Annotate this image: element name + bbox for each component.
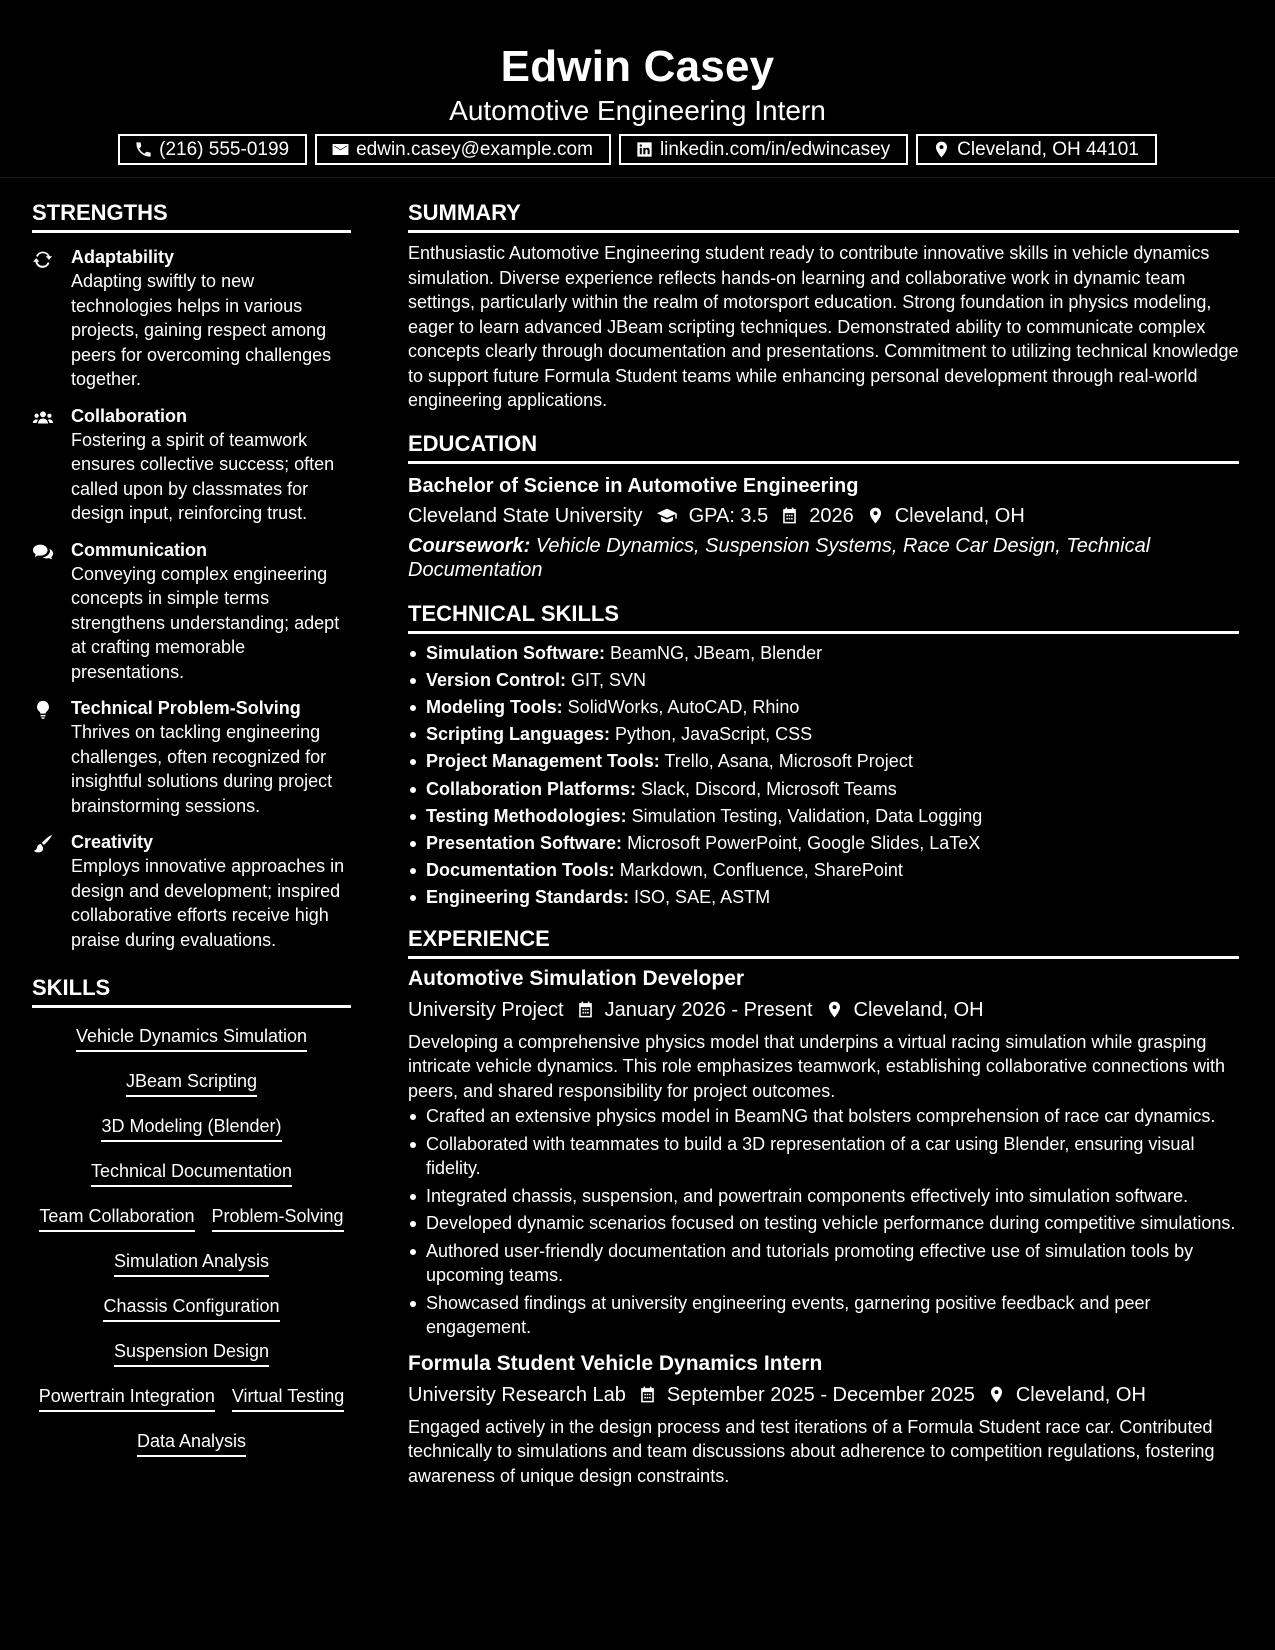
strength-item [32, 538, 351, 685]
job-meta [408, 996, 1239, 1024]
graduation-cap-icon [655, 505, 679, 527]
skill-tag: Virtual Testing [232, 1384, 344, 1412]
strength-title: Communication [71, 539, 208, 560]
job-org: University Research Lab [408, 1383, 626, 1406]
skill-tag: 3D Modeling (Blender) [101, 1114, 281, 1142]
technical-skills-list [408, 640, 1239, 912]
tech-skill-item: Project Management Tools: Trello, Asana, Microsoft Project [408, 748, 1239, 775]
calendar-icon [780, 506, 799, 525]
strength-text: Conveying complex engineering concepts in simple terms strengthens understanding; adept at crafting memorable presentations. [71, 563, 340, 682]
skill-tag: Technical Documentation [91, 1159, 292, 1187]
candidate-title: Automotive Engineering Intern [449, 95, 826, 126]
job-bullet: Developed dynamic scenarios focused on testing vehicle performance during competitive simulations. [408, 1211, 1239, 1236]
strength-item [32, 404, 351, 526]
strength-item [32, 830, 351, 952]
strength-text: Thrives on tackling engineering challenges, often recognized for insightful solutions during project brainstorming sessions. [71, 722, 333, 816]
coursework-label: Coursework: [408, 534, 531, 557]
lightbulb-icon [32, 699, 54, 721]
candidate-name: Edwin Casey [500, 42, 775, 91]
skill-tag: Powertrain Integration [39, 1384, 215, 1412]
linkedin-text: linkedin.com/in/edwincasey [659, 139, 891, 160]
paintbrush-icon [32, 833, 54, 855]
tech-skill-item: Version Control: GIT, SVN [408, 667, 1239, 694]
strength-title: Adaptability [71, 247, 175, 267]
tech-skill-item: Engineering Standards: ISO, SAE, ASTM [408, 884, 1239, 911]
job-description: Engaged actively in the design process and test iterations of a Formula Student race car. Contributed technically to simulations and team discussions about adherence to competition regulations, fostering awareness of unique design constraints. [408, 1416, 1215, 1486]
experience-heading: EXPERIENCE [408, 924, 1239, 959]
job-title: Formula Student Vehicle Dynamics Intern [408, 1351, 823, 1375]
contact-bar [0, 134, 1275, 165]
gpa-text: GPA: 3.5 [688, 504, 769, 527]
calendar-icon [576, 1000, 595, 1019]
skill-tag: Simulation Analysis [114, 1249, 269, 1277]
education-heading: EDUCATION [408, 429, 1239, 464]
strength-title: Creativity [71, 832, 154, 852]
tech-skill-item: Simulation Software: BeamNG, JBeam, Blender [408, 640, 1239, 667]
tech-skill-item: Collaboration Platforms: Slack, Discord, Microsoft Teams [408, 776, 1239, 803]
strengths-heading: STRENGTHS [32, 198, 351, 233]
skill-tag: Vehicle Dynamics Simulation [76, 1024, 307, 1052]
linkedin-icon [635, 140, 654, 159]
sync-icon [32, 248, 54, 270]
summary-text: Enthusiastic Automotive Engineering student ready to contribute innovative skills in vehicle dynamics simulation. Diverse experience reflects hands-on learning and collaborative work in dynamic team settings, particularly within the realm of motorsport education. Strong foundation in physics modeling, eager to learn advanced JBeam scripting techniques. Demonstrated ability to communicate complex concepts clearly through documentation and presentations. Commitment to utilizing technical knowledge to support future Formula Student teams while enhancing personal development through real-world engineering applications. [408, 243, 1239, 410]
skill-tag: Suspension Design [114, 1339, 269, 1367]
envelope-icon [331, 140, 350, 159]
job-org: University Project [408, 998, 564, 1021]
education-meta [408, 502, 1239, 530]
map-pin-icon [825, 1000, 844, 1019]
email-text: edwin.casey@example.com [356, 139, 593, 160]
job-meta [408, 1381, 1239, 1409]
strength-text: Adapting swiftly to new technologies helps in various projects, gaining respect among peers for overcoming challenges together. [71, 271, 332, 389]
degree-title: Bachelor of Science in Automotive Engineering [408, 474, 859, 497]
job-bullet: Authored user-friendly documentation and tutorials promoting effective use of simulation tools by upcoming teams. [408, 1239, 1239, 1288]
strength-title: Technical Problem-Solving [71, 698, 301, 718]
school-name: Cleveland State University [408, 504, 643, 527]
location-text: Cleveland, OH 44101 [957, 139, 1139, 160]
map-pin-icon [932, 140, 951, 159]
comments-icon [32, 541, 54, 563]
tech-skill-item: Presentation Software: Microsoft PowerPoint, Google Slides, LaTeX [408, 830, 1239, 857]
strength-item [32, 696, 351, 818]
job-dates: January 2026 - Present [604, 998, 813, 1021]
job-bullet: Showcased findings at university engineering events, garnering positive feedback and peer engagement. [408, 1291, 1239, 1340]
contact-phone[interactable] [118, 134, 307, 165]
tech-skill-item: Modeling Tools: SolidWorks, AutoCAD, Rhino [408, 694, 1239, 721]
skill-tag: Data Analysis [137, 1429, 246, 1457]
skills-heading: SKILLS [32, 973, 351, 1008]
left-column [32, 198, 351, 1474]
job-location: Cleveland, OH [853, 998, 984, 1021]
contact-location[interactable] [916, 134, 1157, 165]
map-pin-icon [866, 506, 885, 525]
coursework [408, 534, 1239, 582]
coursework-text: Vehicle Dynamics, Suspension Systems, Race Car Design, Technical Documentation [408, 534, 1151, 581]
job-dates: September 2025 - December 2025 [666, 1383, 975, 1406]
job-bullet: Integrated chassis, suspension, and powertrain components effectively into simulation software. [408, 1184, 1239, 1209]
phone-icon [134, 140, 153, 159]
tech-skill-item: Scripting Languages: Python, JavaScript, CSS [408, 721, 1239, 748]
users-icon [32, 407, 54, 429]
job-title: Automotive Simulation Developer [408, 966, 745, 990]
strength-text: Fostering a spirit of teamwork ensures collective success; often called upon by classmates for design input, reinforcing trust. [71, 429, 335, 523]
skill-tag: Chassis Configuration [103, 1294, 279, 1322]
job-bullets [408, 1104, 1239, 1340]
job-bullet: Crafted an extensive physics model in BeamNG that bolsters comprehension of race car dynamics. [408, 1104, 1239, 1129]
resume-header [0, 0, 1275, 178]
contact-linkedin[interactable] [619, 134, 908, 165]
calendar-icon [638, 1385, 657, 1404]
job-bullet: Collaborated with teammates to build a 3D representation of a car using Blender, ensuring visual fidelity. [408, 1132, 1239, 1181]
strength-title: Collaboration [71, 405, 187, 426]
map-pin-icon [987, 1385, 1006, 1404]
phone-text: (216) 555-0199 [159, 139, 290, 160]
tech-skill-item: Documentation Tools: Markdown, Confluence, SharePoint [408, 857, 1239, 884]
strength-text: Employs innovative approaches in design and development; inspired collaborative efforts receive high praise during evaluations. [71, 856, 345, 950]
strength-item [32, 245, 351, 392]
right-column [408, 198, 1239, 1488]
skill-tag: JBeam Scripting [126, 1069, 257, 1097]
skill-tag: Problem-Solving [212, 1204, 344, 1232]
summary-heading: SUMMARY [408, 198, 1239, 233]
job-location: Cleveland, OH [1015, 1383, 1146, 1406]
education-location: Cleveland, OH [894, 504, 1025, 527]
tech-skill-item: Testing Methodologies: Simulation Testing, Validation, Data Logging [408, 803, 1239, 830]
job-description: Developing a comprehensive physics model that underpins a virtual racing simulation while grasping intricate vehicle dynamics. This role emphasizes teamwork, establishing collaborative connections with peers, and shared responsibility for project outcomes. [408, 1031, 1226, 1101]
contact-email[interactable] [315, 134, 611, 165]
skill-tag: Team Collaboration [39, 1204, 194, 1232]
skills-list [32, 1024, 351, 1474]
technical-skills-heading: TECHNICAL SKILLS [408, 599, 1239, 634]
graduation-year: 2026 [809, 504, 854, 527]
